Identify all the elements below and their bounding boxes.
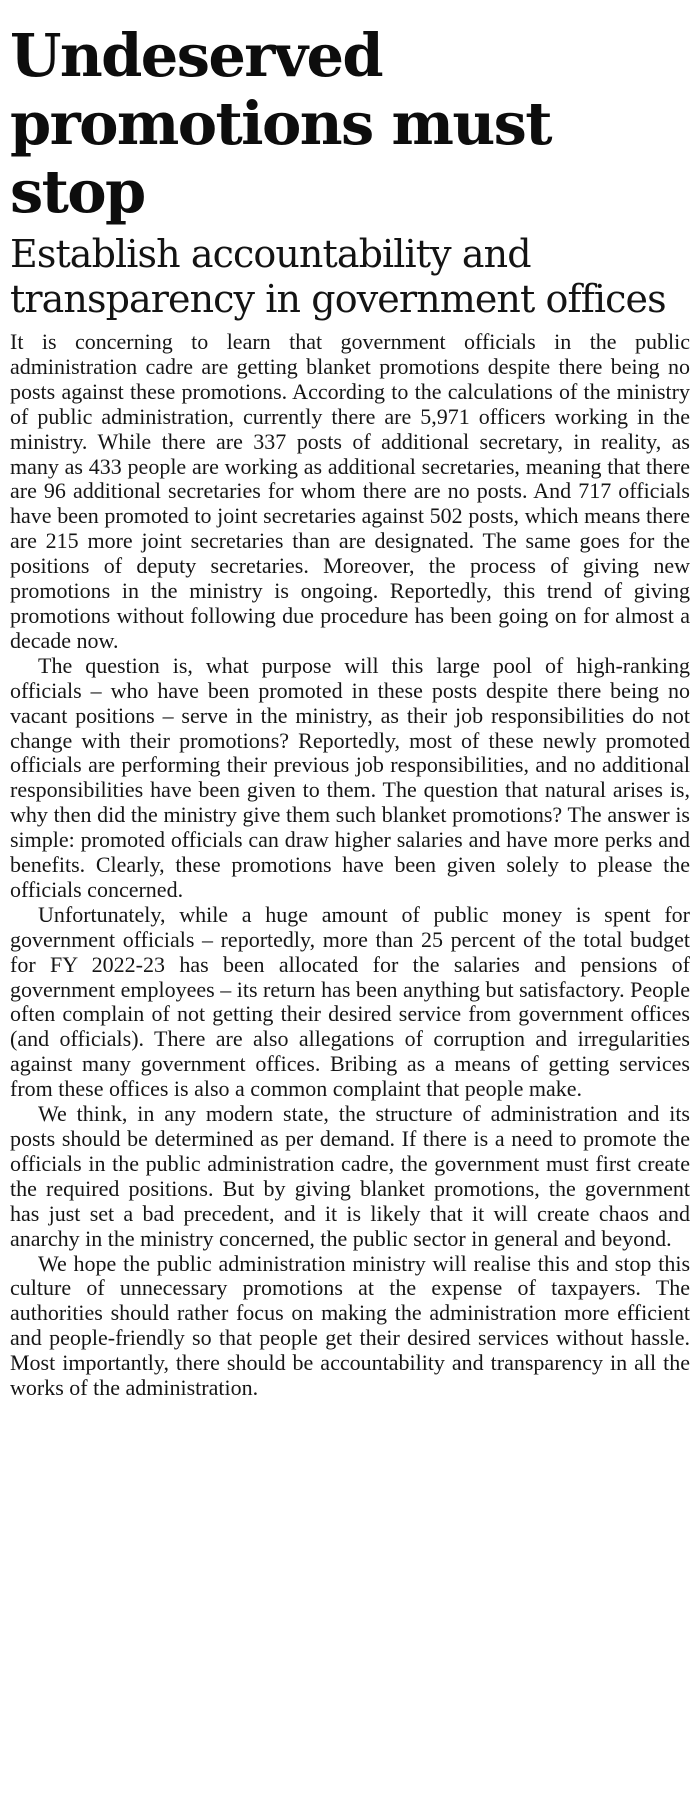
body-paragraph: Unfortunately, while a huge amount of public money is spent for government officials – reportedly, more than 25 percent of the total budget for FY 2022-23 has been allocated for the salaries and pensions of government employees – its return has been anything but satisfactory. People often complain of not getting their desired service from government offices (and officials). There are also allegations of corruption and irregularities against many government offices. Bribing as a means of getting services from these offices is also a common complaint that people make. <box>10 901 690 1102</box>
body-paragraph: We think, in any modern state, the structure of administration and its posts should be determined as per demand. If there is a need to promote the officials in the public administration cadre, the government must first create the required positions. But by giving blanket promotions, the government has just set a bad precedent, and it is likely that it will create chaos and anarchy in the ministry concerned, the public sector in general and beyond. <box>10 1101 690 1251</box>
body-paragraph: It is concerning to learn that government officials in the public administration cadre are getting blanket promotions despite there being no posts against these promotions. According to the calculations of the ministry of public administration, currently there are 5,971 officers working in the ministry. While there are 337 posts of additional secretary, in reality, as many as 433 people are working as additional secretaries, meaning that there are 96 additional secretaries for whom there are no posts. And 717 officials have been promoted to joint secretaries against 502 posts, which means there are 215 more joint secretaries than are designated. The same goes for the positions of deputy secretaries. Moreover, the process of giving new promotions in the ministry is ongoing. Reportedly, this trend of giving promotions without following due procedure has been going on for almost a decade now. <box>10 329 690 653</box>
article-body <box>10 330 690 1401</box>
headline: Undeserved promotions must stop <box>10 21 551 226</box>
body-paragraph: The question is, what purpose will this large pool of high-ranking officials – who have been promoted in these posts despite there being no vacant positions – serve in the ministry, as their job responsibilities do not change with their promotions? Reportedly, most of these newly promoted officials are performing their previous job responsibilities, and no additional responsibilities have been given to them. The question that natural arises is, why then did the ministry give them such blanket promotions? The answer is simple: promoted officials can draw higher salaries and have more perks and benefits. Clearly, these promotions have been given solely to please the officials concerned. <box>10 652 690 902</box>
subheadline: Establish accountability and transparency in government offices <box>10 232 666 321</box>
body-paragraph: We hope the public administration ministry will realise this and stop this culture of unnecessary promotions at the expense of taxpayers. The authorities should rather focus on making the administration more efficient and people-friendly so that people get their desired services without hassle. Most importantly, there should be accountability and transparency in all the works of the administration. <box>10 1250 690 1401</box>
